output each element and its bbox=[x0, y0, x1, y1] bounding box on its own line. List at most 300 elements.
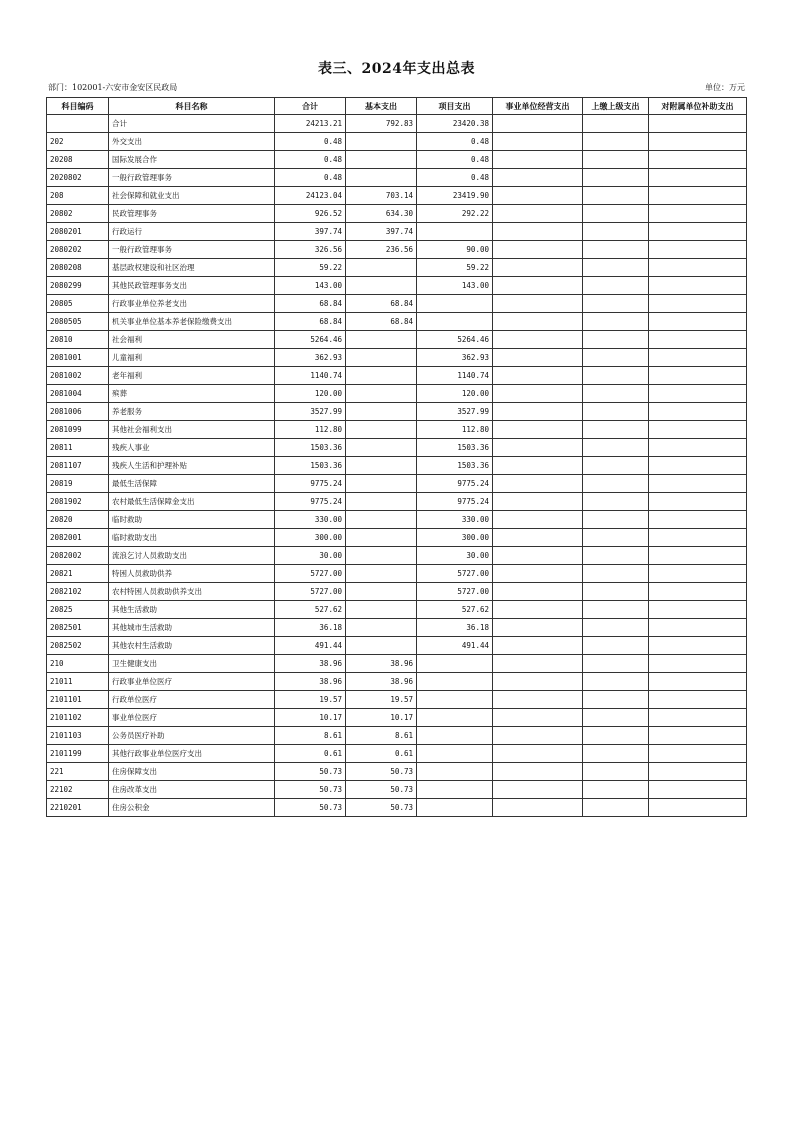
department-label: 部门：102001-六安市金安区民政局 bbox=[48, 83, 178, 92]
cell-total: 112.80 bbox=[275, 421, 346, 439]
cell-basic bbox=[346, 619, 417, 637]
table-row bbox=[47, 151, 747, 169]
cell-upper bbox=[583, 439, 649, 457]
cell-project: 362.93 bbox=[417, 349, 493, 367]
cell-project: 330.00 bbox=[417, 511, 493, 529]
cell-upper bbox=[583, 187, 649, 205]
cell-subsidy bbox=[649, 223, 747, 241]
cell-total: 300.00 bbox=[275, 529, 346, 547]
cell-subsidy bbox=[649, 241, 747, 259]
cell-subsidy bbox=[649, 745, 747, 763]
cell-project: 23420.38 bbox=[417, 115, 493, 133]
cell-subsidy bbox=[649, 511, 747, 529]
table-row bbox=[47, 583, 747, 601]
cell-total: 120.00 bbox=[275, 385, 346, 403]
cell-subsidy bbox=[649, 673, 747, 691]
table-row bbox=[47, 115, 747, 133]
cell-subsidy bbox=[649, 763, 747, 781]
cell-subsidy bbox=[649, 331, 747, 349]
cell-name: 特困人员救助供养 bbox=[109, 565, 275, 583]
cell-name: 其他生活救助 bbox=[109, 601, 275, 619]
cell-basic bbox=[346, 259, 417, 277]
cell-basic bbox=[346, 529, 417, 547]
cell-business bbox=[493, 529, 583, 547]
table-row bbox=[47, 223, 747, 241]
cell-name: 机关事业单位基本养老保险缴费支出 bbox=[109, 313, 275, 331]
cell-basic bbox=[346, 403, 417, 421]
cell-project: 59.22 bbox=[417, 259, 493, 277]
cell-project: 1140.74 bbox=[417, 367, 493, 385]
cell-upper bbox=[583, 133, 649, 151]
cell-project bbox=[417, 673, 493, 691]
table-header-row bbox=[47, 98, 747, 115]
cell-business bbox=[493, 511, 583, 529]
cell-basic bbox=[346, 385, 417, 403]
table-row bbox=[47, 565, 747, 583]
table-row bbox=[47, 547, 747, 565]
cell-project bbox=[417, 727, 493, 745]
cell-total: 326.56 bbox=[275, 241, 346, 259]
cell-total: 50.73 bbox=[275, 799, 346, 817]
cell-total: 1503.36 bbox=[275, 457, 346, 475]
cell-subsidy bbox=[649, 133, 747, 151]
cell-business bbox=[493, 565, 583, 583]
table-row bbox=[47, 781, 747, 799]
table-row bbox=[47, 259, 747, 277]
cell-code bbox=[47, 115, 109, 133]
cell-code: 2081001 bbox=[47, 349, 109, 367]
cell-upper bbox=[583, 475, 649, 493]
cell-name: 临时救助 bbox=[109, 511, 275, 529]
cell-upper bbox=[583, 583, 649, 601]
cell-subsidy bbox=[649, 349, 747, 367]
cell-total: 30.00 bbox=[275, 547, 346, 565]
cell-total: 330.00 bbox=[275, 511, 346, 529]
cell-basic bbox=[346, 475, 417, 493]
cell-upper bbox=[583, 511, 649, 529]
cell-project: 0.48 bbox=[417, 169, 493, 187]
cell-project: 3527.99 bbox=[417, 403, 493, 421]
col-header-business: 事业单位经营支出 bbox=[493, 98, 583, 115]
cell-name: 卫生健康支出 bbox=[109, 655, 275, 673]
cell-total: 0.48 bbox=[275, 169, 346, 187]
cell-business bbox=[493, 763, 583, 781]
cell-total: 38.96 bbox=[275, 673, 346, 691]
cell-total: 68.84 bbox=[275, 313, 346, 331]
cell-upper bbox=[583, 205, 649, 223]
cell-subsidy bbox=[649, 259, 747, 277]
cell-name: 国际发展合作 bbox=[109, 151, 275, 169]
cell-upper bbox=[583, 601, 649, 619]
cell-business bbox=[493, 673, 583, 691]
cell-code: 2082102 bbox=[47, 583, 109, 601]
cell-upper bbox=[583, 637, 649, 655]
cell-subsidy bbox=[649, 799, 747, 817]
table-row bbox=[47, 493, 747, 511]
cell-total: 68.84 bbox=[275, 295, 346, 313]
cell-code: 2081004 bbox=[47, 385, 109, 403]
cell-total: 19.57 bbox=[275, 691, 346, 709]
table-row bbox=[47, 655, 747, 673]
cell-business bbox=[493, 727, 583, 745]
cell-total: 8.61 bbox=[275, 727, 346, 745]
cell-total: 5727.00 bbox=[275, 583, 346, 601]
cell-basic bbox=[346, 169, 417, 187]
cell-code: 20811 bbox=[47, 439, 109, 457]
cell-project: 5727.00 bbox=[417, 565, 493, 583]
cell-upper bbox=[583, 493, 649, 511]
cell-total: 36.18 bbox=[275, 619, 346, 637]
cell-upper bbox=[583, 259, 649, 277]
unit-label: 单位：万元 bbox=[705, 83, 745, 92]
cell-upper bbox=[583, 547, 649, 565]
table-row bbox=[47, 727, 747, 745]
cell-business bbox=[493, 475, 583, 493]
cell-name: 殡葬 bbox=[109, 385, 275, 403]
cell-upper bbox=[583, 169, 649, 187]
cell-total: 491.44 bbox=[275, 637, 346, 655]
cell-basic bbox=[346, 439, 417, 457]
cell-basic: 8.61 bbox=[346, 727, 417, 745]
table-row bbox=[47, 601, 747, 619]
cell-subsidy bbox=[649, 691, 747, 709]
cell-name: 行政事业单位养老支出 bbox=[109, 295, 275, 313]
table-row bbox=[47, 331, 747, 349]
table-row bbox=[47, 421, 747, 439]
cell-project bbox=[417, 745, 493, 763]
cell-code: 20802 bbox=[47, 205, 109, 223]
cell-total: 1503.36 bbox=[275, 439, 346, 457]
cell-business bbox=[493, 313, 583, 331]
cell-business bbox=[493, 601, 583, 619]
cell-business bbox=[493, 547, 583, 565]
cell-project: 23419.90 bbox=[417, 187, 493, 205]
cell-subsidy bbox=[649, 115, 747, 133]
cell-basic bbox=[346, 583, 417, 601]
cell-upper bbox=[583, 457, 649, 475]
table-row bbox=[47, 403, 747, 421]
cell-code: 2081099 bbox=[47, 421, 109, 439]
cell-total: 50.73 bbox=[275, 781, 346, 799]
col-header-project: 项目支出 bbox=[417, 98, 493, 115]
cell-basic: 792.83 bbox=[346, 115, 417, 133]
cell-total: 5727.00 bbox=[275, 565, 346, 583]
table-row bbox=[47, 763, 747, 781]
cell-name: 临时救助支出 bbox=[109, 529, 275, 547]
cell-name: 行政事业单位医疗 bbox=[109, 673, 275, 691]
cell-basic bbox=[346, 277, 417, 295]
cell-name: 公务员医疗补助 bbox=[109, 727, 275, 745]
cell-basic bbox=[346, 547, 417, 565]
cell-basic: 68.84 bbox=[346, 295, 417, 313]
cell-project bbox=[417, 223, 493, 241]
cell-project bbox=[417, 691, 493, 709]
table-row bbox=[47, 241, 747, 259]
cell-business bbox=[493, 151, 583, 169]
cell-upper bbox=[583, 241, 649, 259]
table-row bbox=[47, 475, 747, 493]
cell-name: 流浪乞讨人员救助支出 bbox=[109, 547, 275, 565]
table-row bbox=[47, 619, 747, 637]
cell-subsidy bbox=[649, 565, 747, 583]
cell-project: 30.00 bbox=[417, 547, 493, 565]
cell-total: 38.96 bbox=[275, 655, 346, 673]
cell-code: 2210201 bbox=[47, 799, 109, 817]
cell-basic bbox=[346, 565, 417, 583]
cell-upper bbox=[583, 745, 649, 763]
cell-subsidy bbox=[649, 277, 747, 295]
cell-total: 0.61 bbox=[275, 745, 346, 763]
cell-code: 2081006 bbox=[47, 403, 109, 421]
cell-basic bbox=[346, 133, 417, 151]
cell-upper bbox=[583, 313, 649, 331]
table-row bbox=[47, 673, 747, 691]
cell-code: 20821 bbox=[47, 565, 109, 583]
cell-upper bbox=[583, 691, 649, 709]
cell-name: 其他农村生活救助 bbox=[109, 637, 275, 655]
cell-project: 120.00 bbox=[417, 385, 493, 403]
cell-project: 491.44 bbox=[417, 637, 493, 655]
cell-upper bbox=[583, 331, 649, 349]
cell-total: 59.22 bbox=[275, 259, 346, 277]
cell-business bbox=[493, 367, 583, 385]
cell-code: 202 bbox=[47, 133, 109, 151]
cell-name: 老年福利 bbox=[109, 367, 275, 385]
cell-subsidy bbox=[649, 403, 747, 421]
cell-code: 2080299 bbox=[47, 277, 109, 295]
cell-upper bbox=[583, 799, 649, 817]
cell-basic: 397.74 bbox=[346, 223, 417, 241]
cell-business bbox=[493, 781, 583, 799]
cell-total: 0.48 bbox=[275, 133, 346, 151]
cell-subsidy bbox=[649, 187, 747, 205]
cell-project: 0.48 bbox=[417, 133, 493, 151]
cell-project bbox=[417, 799, 493, 817]
cell-project bbox=[417, 655, 493, 673]
cell-subsidy bbox=[649, 439, 747, 457]
cell-basic: 10.17 bbox=[346, 709, 417, 727]
cell-name: 合计 bbox=[109, 115, 275, 133]
cell-business bbox=[493, 187, 583, 205]
table-row bbox=[47, 637, 747, 655]
cell-business bbox=[493, 421, 583, 439]
cell-name: 最低生活保障 bbox=[109, 475, 275, 493]
cell-code: 20819 bbox=[47, 475, 109, 493]
cell-upper bbox=[583, 763, 649, 781]
cell-total: 0.48 bbox=[275, 151, 346, 169]
cell-business bbox=[493, 241, 583, 259]
cell-project: 292.22 bbox=[417, 205, 493, 223]
cell-upper bbox=[583, 673, 649, 691]
cell-subsidy bbox=[649, 529, 747, 547]
cell-business bbox=[493, 745, 583, 763]
table-row bbox=[47, 511, 747, 529]
cell-business bbox=[493, 277, 583, 295]
cell-total: 24123.04 bbox=[275, 187, 346, 205]
cell-upper bbox=[583, 709, 649, 727]
cell-subsidy bbox=[649, 637, 747, 655]
cell-upper bbox=[583, 727, 649, 745]
cell-project: 5727.00 bbox=[417, 583, 493, 601]
cell-project: 0.48 bbox=[417, 151, 493, 169]
cell-upper bbox=[583, 367, 649, 385]
cell-subsidy bbox=[649, 475, 747, 493]
cell-code: 20810 bbox=[47, 331, 109, 349]
cell-business bbox=[493, 691, 583, 709]
cell-business bbox=[493, 223, 583, 241]
cell-name: 残疾人生活和护理补贴 bbox=[109, 457, 275, 475]
cell-upper bbox=[583, 295, 649, 313]
cell-name: 住房保障支出 bbox=[109, 763, 275, 781]
cell-subsidy bbox=[649, 655, 747, 673]
cell-name: 农村最低生活保障金支出 bbox=[109, 493, 275, 511]
cell-code: 2081002 bbox=[47, 367, 109, 385]
cell-subsidy bbox=[649, 781, 747, 799]
cell-subsidy bbox=[649, 601, 747, 619]
cell-project: 527.62 bbox=[417, 601, 493, 619]
cell-upper bbox=[583, 421, 649, 439]
cell-code: 2082502 bbox=[47, 637, 109, 655]
cell-total: 5264.46 bbox=[275, 331, 346, 349]
cell-name: 住房改革支出 bbox=[109, 781, 275, 799]
cell-business bbox=[493, 493, 583, 511]
cell-code: 2081107 bbox=[47, 457, 109, 475]
cell-total: 397.74 bbox=[275, 223, 346, 241]
cell-name: 一般行政管理事务 bbox=[109, 241, 275, 259]
cell-upper bbox=[583, 277, 649, 295]
table-row bbox=[47, 799, 747, 817]
cell-business bbox=[493, 295, 583, 313]
cell-business bbox=[493, 637, 583, 655]
cell-business bbox=[493, 655, 583, 673]
cell-total: 3527.99 bbox=[275, 403, 346, 421]
cell-basic bbox=[346, 421, 417, 439]
cell-name: 外交支出 bbox=[109, 133, 275, 151]
report-title: 表三、2024年支出总表 bbox=[318, 61, 475, 77]
cell-basic bbox=[346, 511, 417, 529]
cell-basic bbox=[346, 493, 417, 511]
cell-basic: 0.61 bbox=[346, 745, 417, 763]
cell-code: 20825 bbox=[47, 601, 109, 619]
table-row bbox=[47, 349, 747, 367]
cell-name: 行政单位医疗 bbox=[109, 691, 275, 709]
report-meta bbox=[48, 82, 745, 94]
cell-basic bbox=[346, 151, 417, 169]
cell-name: 社会保障和就业支出 bbox=[109, 187, 275, 205]
cell-name: 其他城市生活救助 bbox=[109, 619, 275, 637]
cell-project bbox=[417, 295, 493, 313]
cell-code: 2082002 bbox=[47, 547, 109, 565]
cell-basic: 38.96 bbox=[346, 673, 417, 691]
cell-project: 1503.36 bbox=[417, 457, 493, 475]
cell-upper bbox=[583, 655, 649, 673]
table-body bbox=[47, 115, 747, 817]
table-row bbox=[47, 277, 747, 295]
cell-total: 527.62 bbox=[275, 601, 346, 619]
cell-basic: 50.73 bbox=[346, 799, 417, 817]
cell-total: 9775.24 bbox=[275, 493, 346, 511]
cell-project bbox=[417, 709, 493, 727]
cell-upper bbox=[583, 115, 649, 133]
cell-subsidy bbox=[649, 367, 747, 385]
cell-code: 210 bbox=[47, 655, 109, 673]
cell-code: 221 bbox=[47, 763, 109, 781]
col-header-basic: 基本支出 bbox=[346, 98, 417, 115]
cell-subsidy bbox=[649, 313, 747, 331]
cell-total: 1140.74 bbox=[275, 367, 346, 385]
cell-basic: 19.57 bbox=[346, 691, 417, 709]
cell-project bbox=[417, 781, 493, 799]
cell-subsidy bbox=[649, 151, 747, 169]
cell-code: 2080202 bbox=[47, 241, 109, 259]
table-row bbox=[47, 439, 747, 457]
cell-basic: 50.73 bbox=[346, 781, 417, 799]
cell-name: 养老服务 bbox=[109, 403, 275, 421]
table-row bbox=[47, 367, 747, 385]
cell-project: 9775.24 bbox=[417, 493, 493, 511]
cell-total: 24213.21 bbox=[275, 115, 346, 133]
cell-upper bbox=[583, 529, 649, 547]
cell-project: 36.18 bbox=[417, 619, 493, 637]
cell-code: 2081902 bbox=[47, 493, 109, 511]
table-row bbox=[47, 709, 747, 727]
cell-basic: 38.96 bbox=[346, 655, 417, 673]
cell-name: 一般行政管理事务 bbox=[109, 169, 275, 187]
cell-total: 926.52 bbox=[275, 205, 346, 223]
cell-business bbox=[493, 349, 583, 367]
table-row bbox=[47, 385, 747, 403]
cell-code: 2101199 bbox=[47, 745, 109, 763]
cell-name: 其他民政管理事务支出 bbox=[109, 277, 275, 295]
cell-total: 10.17 bbox=[275, 709, 346, 727]
cell-project bbox=[417, 763, 493, 781]
cell-project bbox=[417, 313, 493, 331]
cell-total: 50.73 bbox=[275, 763, 346, 781]
cell-subsidy bbox=[649, 727, 747, 745]
cell-project: 143.00 bbox=[417, 277, 493, 295]
cell-code: 2080505 bbox=[47, 313, 109, 331]
cell-basic bbox=[346, 601, 417, 619]
cell-name: 行政运行 bbox=[109, 223, 275, 241]
col-header-total: 合计 bbox=[275, 98, 346, 115]
cell-business bbox=[493, 619, 583, 637]
cell-name: 住房公积金 bbox=[109, 799, 275, 817]
cell-subsidy bbox=[649, 457, 747, 475]
cell-business bbox=[493, 709, 583, 727]
cell-project: 90.00 bbox=[417, 241, 493, 259]
cell-code: 2080208 bbox=[47, 259, 109, 277]
cell-basic: 634.30 bbox=[346, 205, 417, 223]
cell-code: 22102 bbox=[47, 781, 109, 799]
cell-project: 1503.36 bbox=[417, 439, 493, 457]
cell-name: 儿童福利 bbox=[109, 349, 275, 367]
table-row bbox=[47, 187, 747, 205]
cell-upper bbox=[583, 403, 649, 421]
table-row bbox=[47, 313, 747, 331]
cell-business bbox=[493, 259, 583, 277]
cell-upper bbox=[583, 349, 649, 367]
col-header-upper: 上缴上级支出 bbox=[583, 98, 649, 115]
cell-name: 社会福利 bbox=[109, 331, 275, 349]
cell-business bbox=[493, 457, 583, 475]
cell-code: 2101103 bbox=[47, 727, 109, 745]
cell-subsidy bbox=[649, 583, 747, 601]
cell-basic bbox=[346, 367, 417, 385]
cell-code: 20208 bbox=[47, 151, 109, 169]
cell-code: 2020802 bbox=[47, 169, 109, 187]
cell-subsidy bbox=[649, 709, 747, 727]
cell-upper bbox=[583, 223, 649, 241]
